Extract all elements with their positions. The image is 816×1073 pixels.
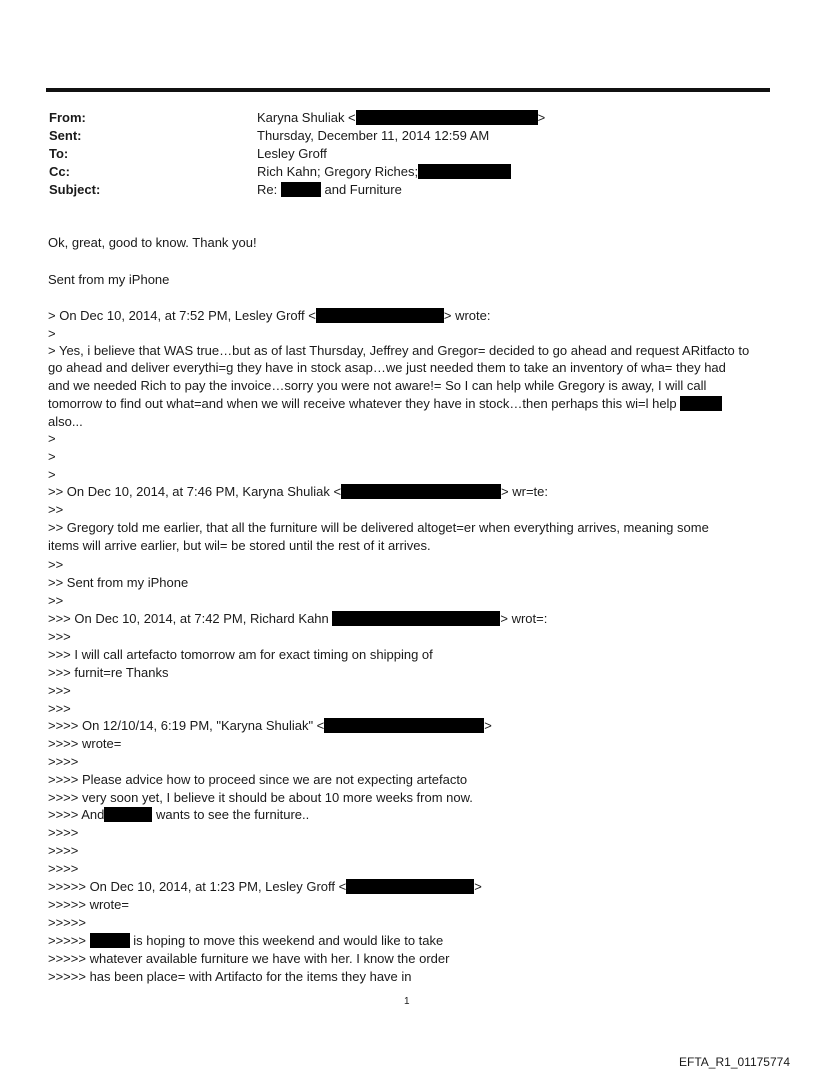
body-line: Sent from my iPhone: [48, 272, 170, 287]
body-line: > Yes, i believe that WAS true…but as of last Thursday, Jeffrey and Gregor= decided to go ahead and request ARitfacto to: [48, 343, 750, 358]
redaction-box: [356, 110, 538, 125]
redaction-box: [341, 484, 501, 499]
body-line: >>>: [48, 683, 71, 698]
body-line: >> Sent from my iPhone: [48, 575, 189, 590]
body-line: >>>>> is hoping to move this weekend and would like to take: [48, 933, 444, 948]
body-line: >>>>> has been place= with Artifacto for the items they have in: [48, 969, 412, 984]
body-line: items will arrive earlier, but wil= be stored until the rest of it arrives.: [48, 538, 431, 553]
body-line: >>>>> On Dec 10, 2014, at 1:23 PM, Lesley Groff < >: [48, 879, 482, 894]
header-rule: [46, 88, 770, 92]
body-line: >>: [48, 502, 64, 517]
body-line: >>>>>: [48, 915, 86, 930]
cc-value: Rich Kahn; Gregory Riches;: [257, 163, 511, 181]
redaction-box: [90, 933, 130, 948]
body-line: >>>: [48, 629, 71, 644]
subject-label: Subject:: [49, 182, 101, 197]
body-line: >>: [48, 557, 64, 572]
body-line: >: [48, 467, 56, 482]
body-line: >: [48, 449, 56, 464]
redaction-box: [418, 164, 511, 179]
body-line: >> On Dec 10, 2014, at 7:46 PM, Karyna Shuliak < > wr=te:: [48, 484, 549, 499]
from-value: Karyna Shuliak < >: [257, 110, 546, 125]
body-line: >>>> Please advice how to proceed since we are not expecting artefacto: [48, 772, 468, 787]
body-line: >>>: [48, 701, 71, 716]
body-line: >>>>: [48, 843, 79, 858]
body-line: >>>>: [48, 754, 79, 769]
body-line: Ok, great, good to know. Thank you!: [48, 235, 257, 250]
body-line: >>>>> wrote=: [48, 897, 129, 912]
from-label: From:: [49, 110, 86, 125]
body-line: >>> I will call artefacto tomorrow am for exact timing on shipping of: [48, 647, 433, 662]
body-line: >>>>> whatever available furniture we have with her. I know the order: [48, 951, 450, 966]
body-line: >>>> On 12/10/14, 6:19 PM, "Karyna Shuliak" < >: [48, 718, 492, 733]
document-id: EFTA_R1_01175774: [679, 1055, 790, 1069]
redaction-box: [104, 807, 152, 822]
sent-value: Thursday, December 11, 2014 12:59 AM: [257, 128, 490, 143]
body-line: >>: [48, 593, 64, 608]
redaction-box: [332, 611, 500, 626]
body-line: >: [48, 326, 56, 341]
body-line: >>>>: [48, 825, 79, 840]
cc-label: Cc:: [49, 164, 70, 179]
body-line: > On Dec 10, 2014, at 7:52 PM, Lesley Groff < > wrote:: [48, 308, 491, 323]
body-line: >>>> wrote=: [48, 736, 122, 751]
body-line: >>>> And wants to see the furniture..: [48, 807, 310, 822]
page-number: 1: [404, 996, 410, 1007]
body-line: go ahead and deliver everythi=g they have in stock asap…we just needed them to take an inventory of wha= they had: [48, 360, 726, 375]
to-label: To:: [49, 146, 69, 161]
body-line: >>> furnit=re Thanks: [48, 665, 169, 680]
redaction-box: [680, 396, 722, 411]
sent-label: Sent:: [49, 128, 82, 143]
body-line: and we needed Rich to pay the invoice…sorry you were not aware!= So I can help while Gregory is away, I will call: [48, 378, 707, 393]
body-line: tomorrow to find out what=and when we will receive whatever they have in stock…then perhaps this wi=l help: [48, 395, 722, 412]
body-line: also...: [48, 414, 83, 429]
redaction-box: [316, 308, 444, 323]
body-line: >> Gregory told me earlier, that all the furniture will be delivered altoget=er when everything arrives, meaning some: [48, 520, 709, 535]
body-line: >>>> very soon yet, I believe it should be about 10 more weeks from now.: [48, 790, 473, 805]
redaction-box: [324, 718, 484, 733]
body-line: >: [48, 431, 56, 446]
to-value: Lesley Groff: [257, 146, 327, 161]
subject-value: Re: and Furniture: [257, 182, 402, 197]
redaction-box: [346, 879, 474, 894]
body-line: >>> On Dec 10, 2014, at 7:42 PM, Richard Kahn > wrot=:: [48, 611, 548, 626]
body-line: >>>>: [48, 861, 79, 876]
redaction-box: [281, 182, 321, 197]
